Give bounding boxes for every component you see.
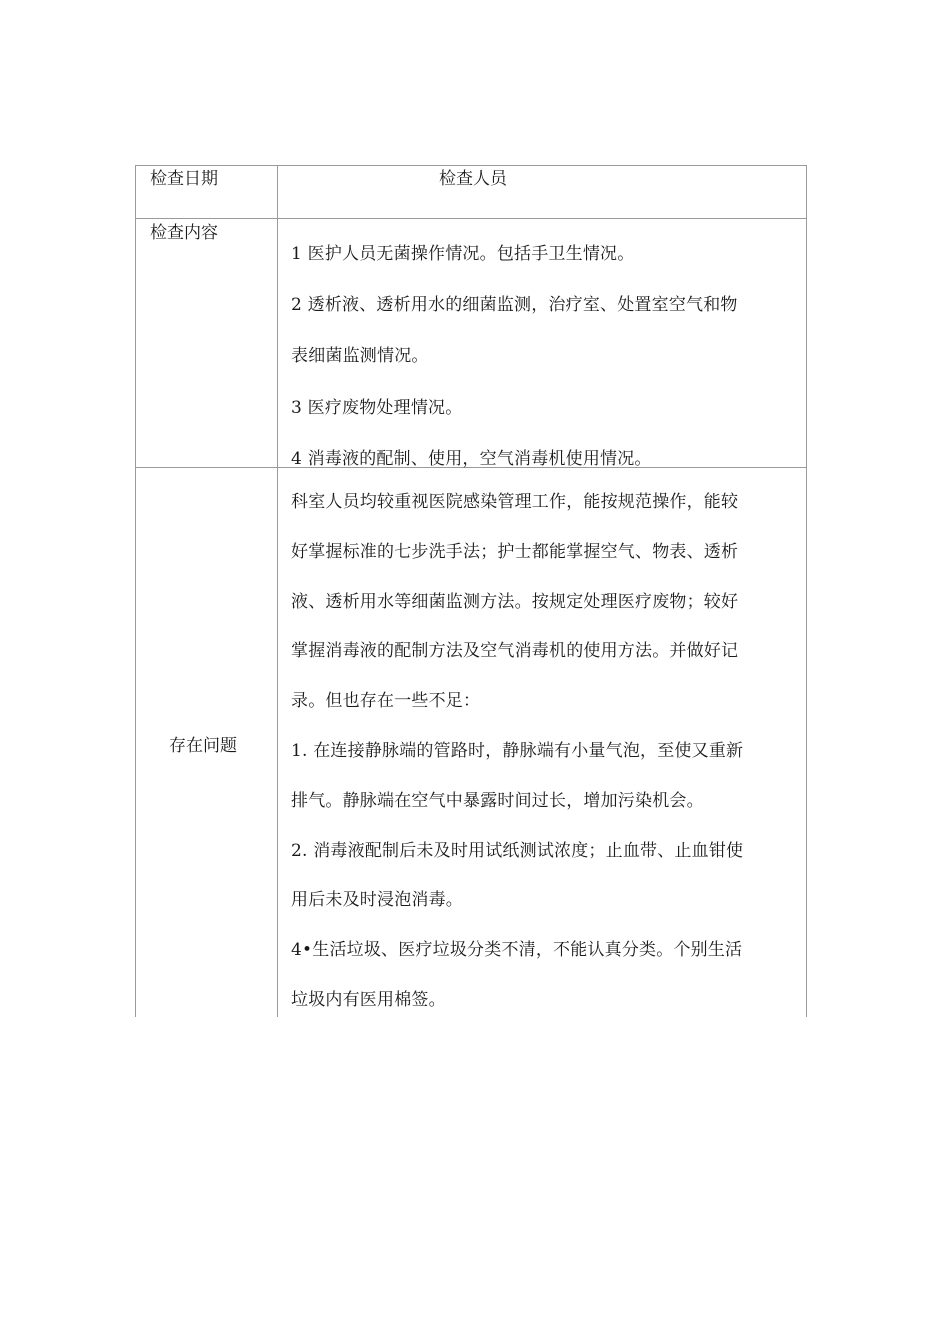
content-line: 4 消毒液的配制、使用，空气消毒机使用情况。 — [291, 449, 652, 469]
issues-line: 排气。静脉端在空气中暴露时间过长，增加污染机会。 — [291, 791, 704, 811]
issues-line: 好掌握标准的七步洗手法；护士都能掌握空气、物表、透析 — [291, 542, 739, 562]
row-divider-1 — [135, 218, 807, 219]
issues-line: 4•生活垃圾、医疗垃圾分类不清，不能认真分类。个别生活 — [291, 940, 743, 960]
table-top-border — [135, 165, 807, 166]
table-left-border — [135, 165, 136, 1017]
issues-line: 录。但也存在一些不足： — [291, 691, 481, 711]
content-line: 2 透析液、透析用水的细菌监测，治疗室、处置室空气和物 — [291, 295, 738, 315]
table-right-border — [806, 165, 807, 1017]
issues-line: 用后未及时浸泡消毒。 — [291, 890, 463, 910]
inspection-personnel-label: 检查人员 — [439, 169, 507, 189]
issues-line: 液、透析用水等细菌监测方法。按规定处理医疗废物；较好 — [291, 592, 739, 612]
issues-line: 1. 在连接静脉端的管路时，静脉端有小量气泡，至使又重新 — [291, 741, 744, 761]
inspection-content-label: 检查内容 — [150, 223, 218, 243]
issues-line: 掌握消毒液的配制方法及空气消毒机的使用方法。并做好记 — [291, 641, 739, 661]
issues-line: 垃圾内有医用棉签。 — [291, 990, 446, 1010]
content-line: 表细菌监测情况。 — [291, 346, 429, 366]
content-line: 3 医疗废物处理情况。 — [291, 398, 463, 418]
content-line: 1 医护人员无菌操作情况。包括手卫生情况。 — [291, 244, 635, 264]
issues-line: 2. 消毒液配制后未及时用试纸测试浓度；止血带、止血钳使 — [291, 841, 744, 861]
inspection-date-label: 检查日期 — [150, 169, 218, 189]
issues-line: 科室人员均较重视医院感染管理工作，能按规范操作，能较 — [291, 492, 739, 512]
column-divider — [277, 165, 278, 1017]
existing-issues-label: 存在问题 — [169, 736, 237, 756]
